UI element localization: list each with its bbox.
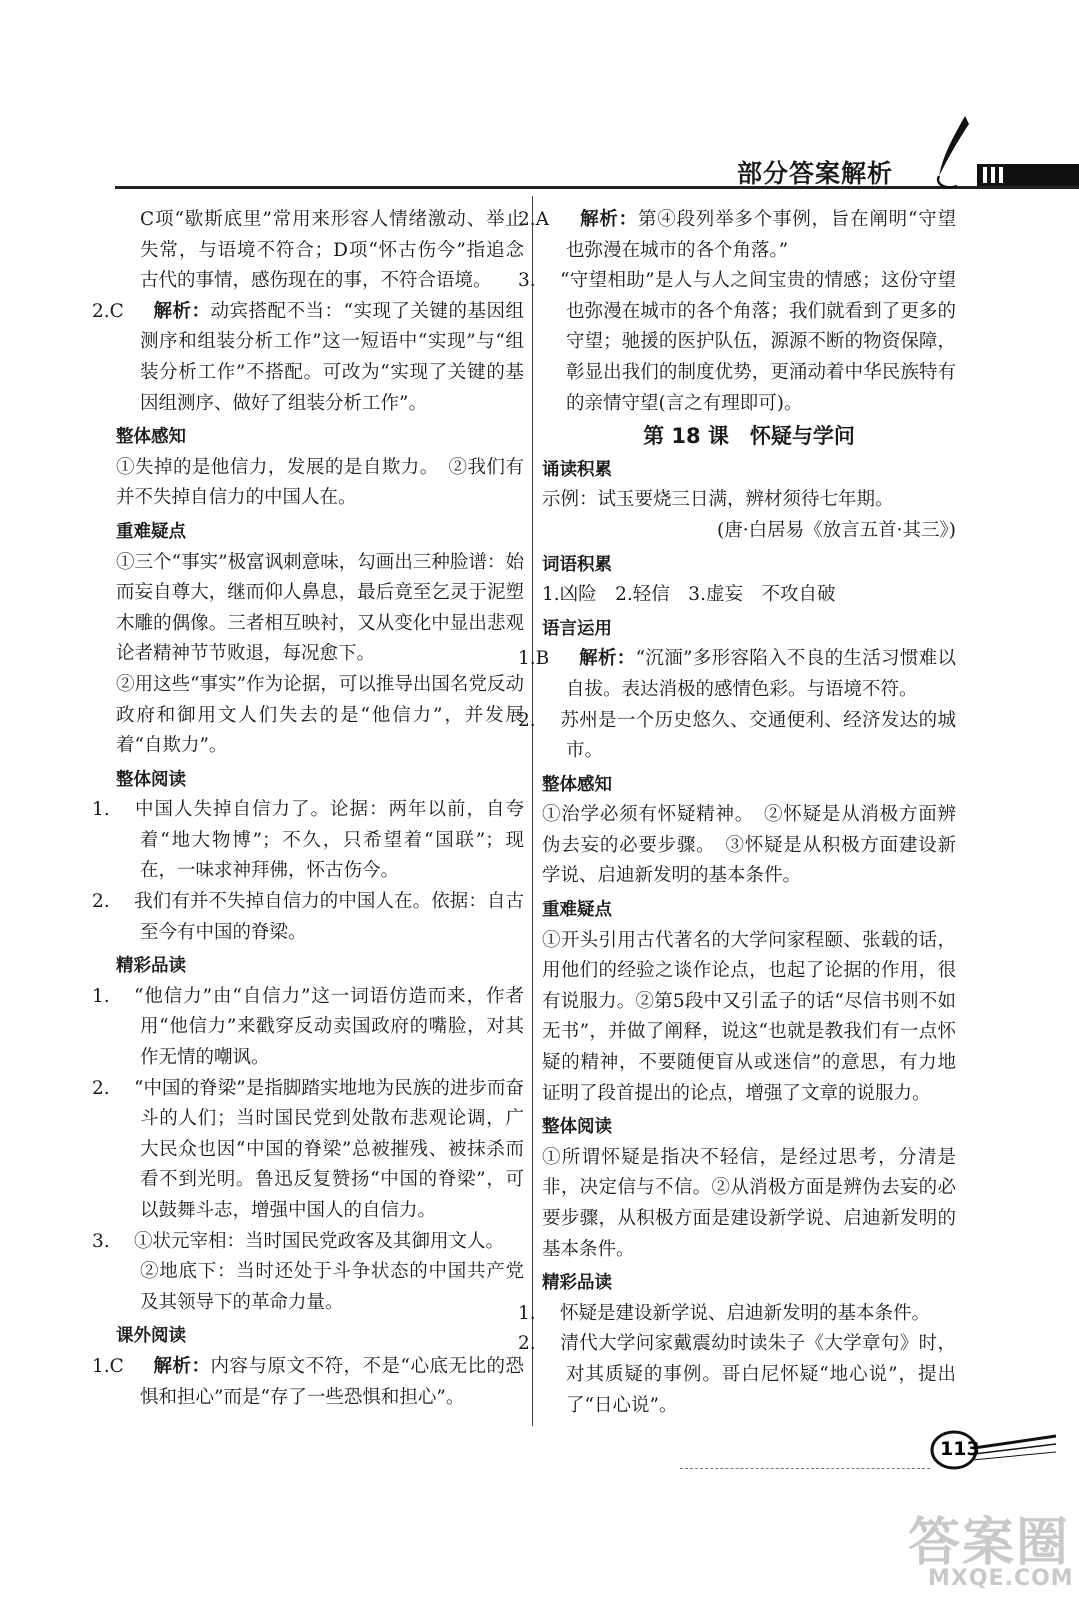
list-item: 2. “中国的脊梁”是指脚踏实地地为民族的进步而奋斗的人们；当时国民党到处散布悲观论调，广大民众也因“中国的脊梁”总被摧残、被抹杀而看不到光明。鲁迅反复赞扬“中国的脊梁”，可以鼓舞斗志，增强中国人的自信力。 — [92, 1077, 524, 1221]
section-text: 示例：试玉要烧三日满，辨材须待七年期。 — [542, 489, 894, 511]
list-item: 1. 怀疑是建设新学说、启迪新发明的基本条件。 — [518, 1302, 931, 1324]
section-heading: 诵读积累 — [542, 459, 612, 480]
list-item: 2. 苏州是一个历史悠久、交通便利、经济发达的城市。 — [518, 709, 956, 762]
watermark-text: 答案圈 — [908, 1513, 1071, 1573]
section-text: ①失掉的是他信力，发展的是自欺力。 ②我们有并不失掉自信力的中国人在。 — [116, 456, 524, 509]
list-item: 1. 中国人失掉自信力了。论据：两年以前，自夸着“地大物博”；不久，只希望着“国联”；现在，一味求神拜佛，怀古伤今。 — [92, 799, 524, 882]
section-text: ②用这些“事实”作为论据，可以推导出国名党反动政府和御用文人们失去的是“他信力”，并发展着“自欺力”。 — [116, 673, 524, 757]
section-heading: 精彩品读 — [542, 1273, 612, 1294]
section-text: ①开头引用古代著名的大学问家程颐、张载的话，用他们的经验之谈作论点，也起了论据的作用，很有说服力。②第5段中又引孟子的话“尽信书则不如无书”，并做了阐释，说这“也就是教我们有一点怀疑的精神，不要随便盲从或迷信”的意思，有力地证明了段首提出的论点，增强了文章的说服力。 — [542, 929, 956, 1104]
section-heading: 整体阅读 — [116, 769, 186, 790]
page-header — [115, 150, 1079, 190]
watermark — [900, 1500, 1079, 1600]
section-heading: 重难疑点 — [542, 900, 612, 921]
section-text: ①治学必须有怀疑精神。 ②怀疑是从消极方面辨伪去妄的必要步骤。 ③怀疑是从积极方面建设新学说、启迪新发明的基本条件。 — [542, 804, 956, 887]
section-heading: 整体感知 — [116, 427, 186, 448]
page-number: 113 — [940, 1438, 980, 1460]
page-number-badge — [928, 1424, 1058, 1476]
list-item: 2. 我们有并不失掉自信力的中国人在。依据：自古至今有中国的脊梁。 — [92, 891, 524, 943]
answer-2: 2.A 解析：第④段列举多个事例，旨在阐明“守望也弥漫在城市的各个角落。” — [518, 209, 956, 261]
list-item: 1.B 解析：“沉湎”多形容陷入不良的生活习惯难以自拔。表达消极的感情色彩。与语境不符。 — [518, 648, 956, 700]
list-item: 1. “他信力”由“自信力”这一词语仿造而来，作者用“他信力”来戳穿反动卖国政府的嘴脸，对其作无情的嘲讽。 — [92, 985, 524, 1069]
answer-2: 2.C 解析：动宾搭配不当：“实现了关键的基因组测序和组装分析工作”这一短语中“实现”与“组装分析工作”不搭配。可改为“实现了关键的基因组测序、做好了组装分析工作”。 — [92, 300, 524, 414]
section-heading: 语言运用 — [542, 618, 612, 639]
header-bar — [977, 164, 1079, 186]
section-heading: 整体阅读 — [542, 1117, 612, 1138]
list-item: 3. ①状元宰相：当时国民党政客及其御用文人。 — [92, 1230, 505, 1252]
quill-icon — [925, 114, 985, 194]
watermark-url: MXQE.COM — [928, 1566, 1074, 1591]
answer-3: 3. “守望相助”是人与人之间宝贵的情感；这份守望也弥漫在城市的各个角落；我们就看到了更多的守望；驰援的医护队伍，源源不断的物资保障，彰显出我们的制度优势，更涌动着中华民族特有的亲情守望(言之有理即可)。 — [518, 270, 956, 414]
header-title: 部分答案解析 — [737, 159, 894, 188]
column-divider — [532, 196, 533, 1426]
left-column — [92, 205, 524, 1413]
answer-continuation: C项“歇斯底里”常用来形容人情绪激动、举止失常，与语境不符合；D项“怀古伤今”指追念古代的事情，感伤现在的事，不符合语境。 — [140, 209, 524, 292]
footer-dashed-line — [680, 1468, 930, 1469]
list-item: 2. 清代大学问家戴震幼时读朱子《大学章句》时，对其质疑的事例。哥白尼怀疑“地心说”，提出了“日心说”。 — [518, 1333, 956, 1416]
lesson-title: 第 18 课 怀疑与学问 — [643, 424, 855, 449]
poem-source: (唐·白居易《放言五首·其三》) — [717, 519, 956, 541]
section-heading: 整体感知 — [542, 774, 612, 795]
right-column — [518, 205, 956, 1421]
section-heading: 课外阅读 — [116, 1326, 186, 1347]
section-heading: 重难疑点 — [116, 521, 186, 542]
section-text: 1.凶险 2.轻信 3.虚妄 不攻自破 — [542, 584, 836, 606]
section-heading: 精彩品读 — [116, 956, 186, 977]
list-item-continuation: ②地底下：当时还处于斗争状态的中国共产党及其领导下的革命力量。 — [140, 1261, 524, 1313]
section-text: ①所谓怀疑是指决不轻信，是经过思考，分清是非，决定信与不信。②从消极方面是辨伪去妄的必要步骤，从积极方面是建设新学说、启迪新发明的基本条件。 — [542, 1146, 956, 1260]
list-item: 1.C 解析：内容与原文不符，不是“心底无比的恐惧和担心”而是“存了一些恐惧和担心”。 — [92, 1355, 524, 1408]
section-heading: 词语积累 — [542, 554, 612, 575]
section-text: ①三个“事实”极富讽刺意味，勾画出三种脸谱：始而妄自尊大，继而仰人鼻息，最后竟至乞灵于泥塑木雕的偶像。三者相互映衬，又从变化中显出悲观论者精神节节败退，每况愈下。 — [116, 551, 524, 665]
